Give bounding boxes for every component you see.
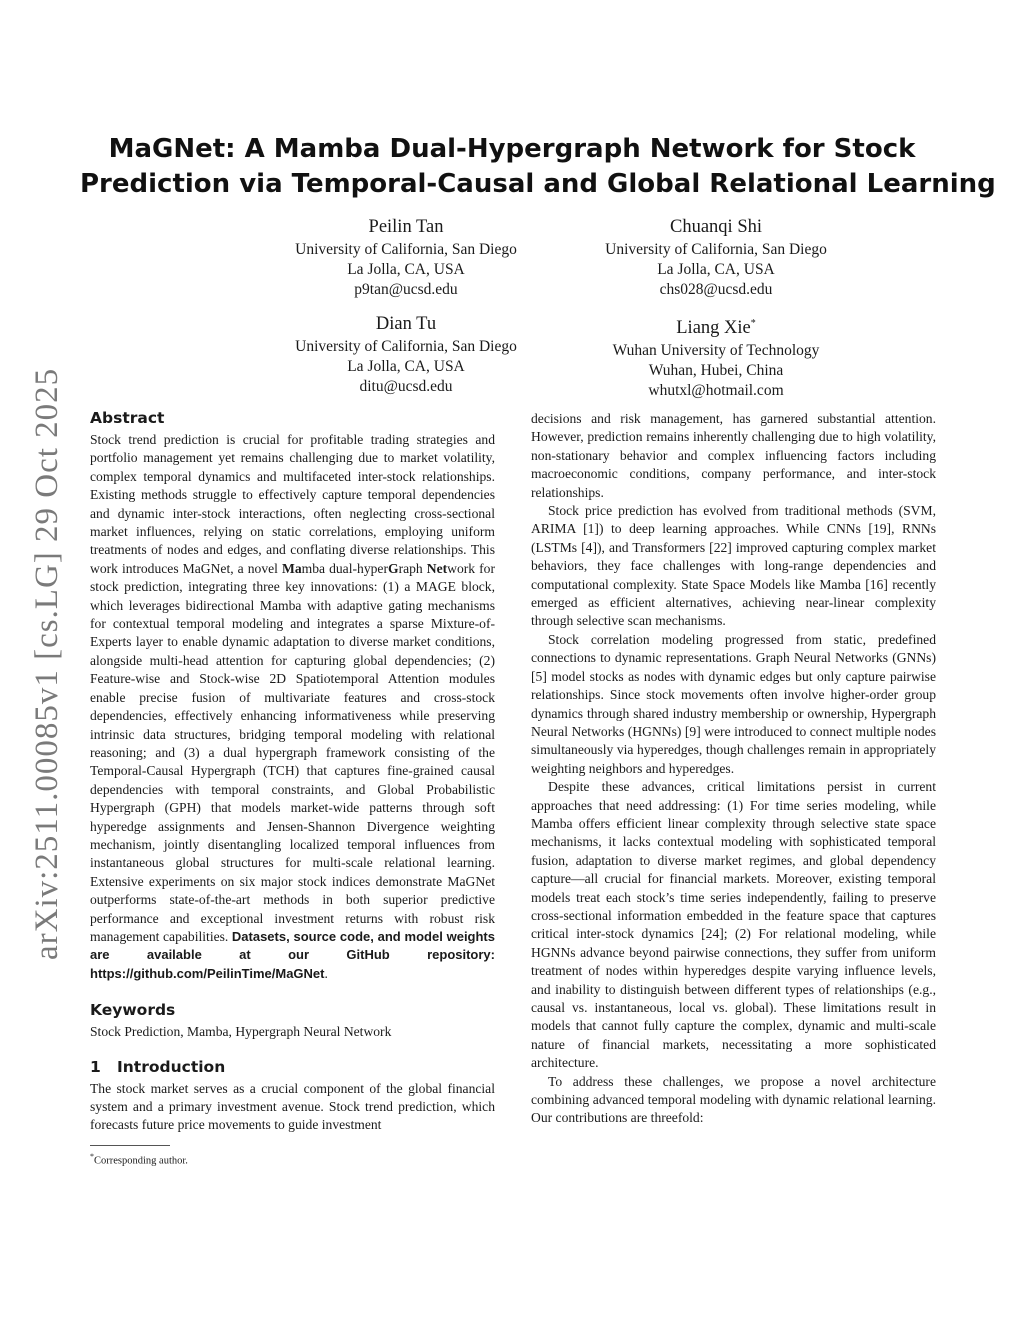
footnote-text: Corresponding author.	[94, 1155, 188, 1167]
intro-paragraph: Stock price prediction has evolved from traditional methods (SVM, ARIMA [1]) to deep learning approaches. While CNNs [19], RNNs (LSTMs [4]), and Transformers [22] improved capturing complex market behaviors, they face challenges with long-range dependencies and computational complexity. State Space Models like Mamba [16] recently emerged as efficient alternatives, achieving near-linear complexity through selective scan mechanisms.	[531, 503, 936, 629]
abstract-part: work for stock prediction, integrating three key innovations: (1) a MAGE block, which leverages bidirectional Mamba with adaptive gating mechanisms for contextual temporal modeling and integrates a sparse Mixture-of-Experts layer to enable dynamic adaptation to diverse market conditions, alongside multi-head attention for capturing global dependencies; (2) Feature-wise and Stock-wise 2D Spatiotemporal Attention modules enable precise fusion of multivariate features and cross-stock dependencies, effectively enhancing informativeness while preserving intrinsic data structures, bridging temporal modeling with relational reasoning; and (3) a dual hypergraph framework consisting of the Temporal-Causal Hypergraph (TCH) that captures fine-grained causal dependencies with temporal constraints, and Global Probabilistic Hypergraph (GPH) that models market-wide patterns through soft hyperedge assignments and Jensen-Shannon Divergence weighting mechanism, jointly disentangling localized temporal influences from instantaneous global structures for multi-scale relational learning. Extensive experiments on six major stock indices demonstrate MaGNet outperforms state-of-the-art methods in both superior predictive performance and exceptional investment returns with robust risk management capabilities.	[90, 560, 495, 944]
title-line-2: Prediction via Temporal-Causal and Global Relational Learning	[80, 169, 996, 199]
author-email: p9tan@ucsd.edu	[354, 281, 458, 298]
author-location: La Jolla, CA, USA	[347, 358, 465, 375]
author-name: Liang Xie	[676, 318, 751, 339]
author-block-4	[521, 312, 911, 401]
author-affiliation: Wuhan University of Technology	[612, 342, 820, 360]
author-name: Dian Tu	[375, 314, 437, 334]
arxiv-identifier-stamp: arXiv:2511.00085v1 [cs.LG] 29 Oct 2025	[29, 367, 65, 960]
abstract-part: .	[324, 965, 328, 981]
section-title: Introduction	[117, 1057, 226, 1076]
availability-statement: Datasets, source code, and model weights are available at our GitHub repository: https://github.com/PeilinTime/MaGNet	[90, 928, 495, 981]
author-name: Chuanqi Shi	[670, 217, 762, 237]
acronym-g: G	[387, 560, 399, 576]
author-affiliation: University of California, San Diego	[295, 241, 517, 258]
paper-title	[80, 132, 996, 202]
corresponding-author-mark: *	[750, 318, 756, 329]
abstract-part: mba dual-hyper	[301, 560, 388, 576]
right-column	[531, 410, 936, 1128]
acronym-net: Net	[426, 560, 448, 576]
footnote-rule	[90, 1145, 170, 1146]
left-column	[90, 408, 495, 1168]
footnote-mark: *	[90, 1151, 94, 1161]
author-block-2	[521, 215, 911, 300]
section-heading-introduction	[90, 1057, 495, 1077]
intro-paragraph: decisions and risk management, has garnered substantial attention. However, prediction remains inherently challenging due to high volatility, non-stationary behavior and complex influencing factors including macroeconomic conditions, company performance, and inter-stock relationships.	[531, 411, 936, 500]
keywords-text: Stock Prediction, Mamba, Hypergraph Neural Network	[90, 1024, 392, 1040]
author-affiliation: University of California, San Diego	[605, 241, 827, 258]
section-number: 1	[90, 1057, 101, 1076]
abstract-text	[90, 431, 495, 983]
author-email: ditu@ucsd.edu	[359, 378, 453, 395]
author-location: La Jolla, CA, USA	[347, 261, 465, 278]
author-name-wrap	[521, 312, 911, 340]
abstract-part: raph	[398, 560, 427, 576]
author-email: whutxl@hotmail.com	[648, 382, 784, 400]
author-affiliation: University of California, San Diego	[295, 338, 517, 355]
keywords-heading: Keywords	[90, 1001, 176, 1020]
intro-paragraph: Despite these advances, critical limitations persist in current approaches that need addressing: (1) For time series modeling, while Mamba offers efficient linear complexity through selective state space mechanisms, it lacks contextual modeling with sophisticated temporal fusion, adaptation to diverse market regimes, and global dependency capture—all crucial for financial markets. Moreover, existing temporal models treat each stock’s time series independently, failing to preserve cross-sectional information embedded in the feature space that captures critical inter-stock dynamics [24]; (2) For relational modeling, while HGNNs advance beyond pairwise connections, they suffer from uniform treatment of nodes within hyperedges despite varying influence levels, and inability to distinguish between different types of relationships (e.g., causal vs. instantaneous, local vs. global). These limitations result in models that cannot fully capture the complex, dynamic and multi-scale nature of financial markets, necessitating a more sophisticated architecture.	[531, 779, 936, 1071]
author-location: Wuhan, Hubei, China	[648, 362, 784, 380]
intro-paragraph: To address these challenges, we propose a novel architecture combining advanced temporal modeling with dynamic relational learning. Our contributions are threefold:	[531, 1073, 936, 1126]
author-location: La Jolla, CA, USA	[657, 261, 775, 278]
abstract-part: Stock trend prediction is crucial for profitable trading strategies and portfolio management yet remains challenging due to market volatility, complex temporal dynamics and multifaceted inter-stock relationships. Existing methods struggle to effectively capture temporal dependencies and dynamic inter-stock interactions, often neglecting cross-sectional market influences, relying on static correlations, employing uniform treatments of nodes and edges, and conflating diverse relationships. This work introduces MaGNet, a novel	[90, 432, 495, 576]
abstract-heading: Abstract	[90, 409, 165, 427]
acronym-ma: Ma	[282, 560, 302, 576]
footnote	[90, 1150, 495, 1169]
author-email: chs028@ucsd.edu	[659, 281, 773, 298]
intro-paragraph: Stock correlation modeling progressed from static, predefined connections to dynamic representations. Graph Neural Networks (GNNs) [5] model stocks as nodes with dynamic edges but only capture pairwise relationships. Since stock movements often involve higher-order group dynamics through shared industry membership or ownership, Hypergraph Neural Networks (HGNNs) [9] were introduced to connect multiple nodes simultaneously via hyperedges, though challenges remain in appropriately weighting neighbors and hyperedges.	[531, 631, 936, 776]
intro-paragraph: The stock market serves as a crucial component of the global financial system and a primary investment avenue. Stock trend prediction, which forecasts future price movements to guide investment	[90, 1080, 495, 1133]
title-line-1: MaGNet: A Mamba Dual-Hypergraph Network for Stock	[108, 134, 916, 164]
author-name: Peilin Tan	[368, 217, 444, 237]
